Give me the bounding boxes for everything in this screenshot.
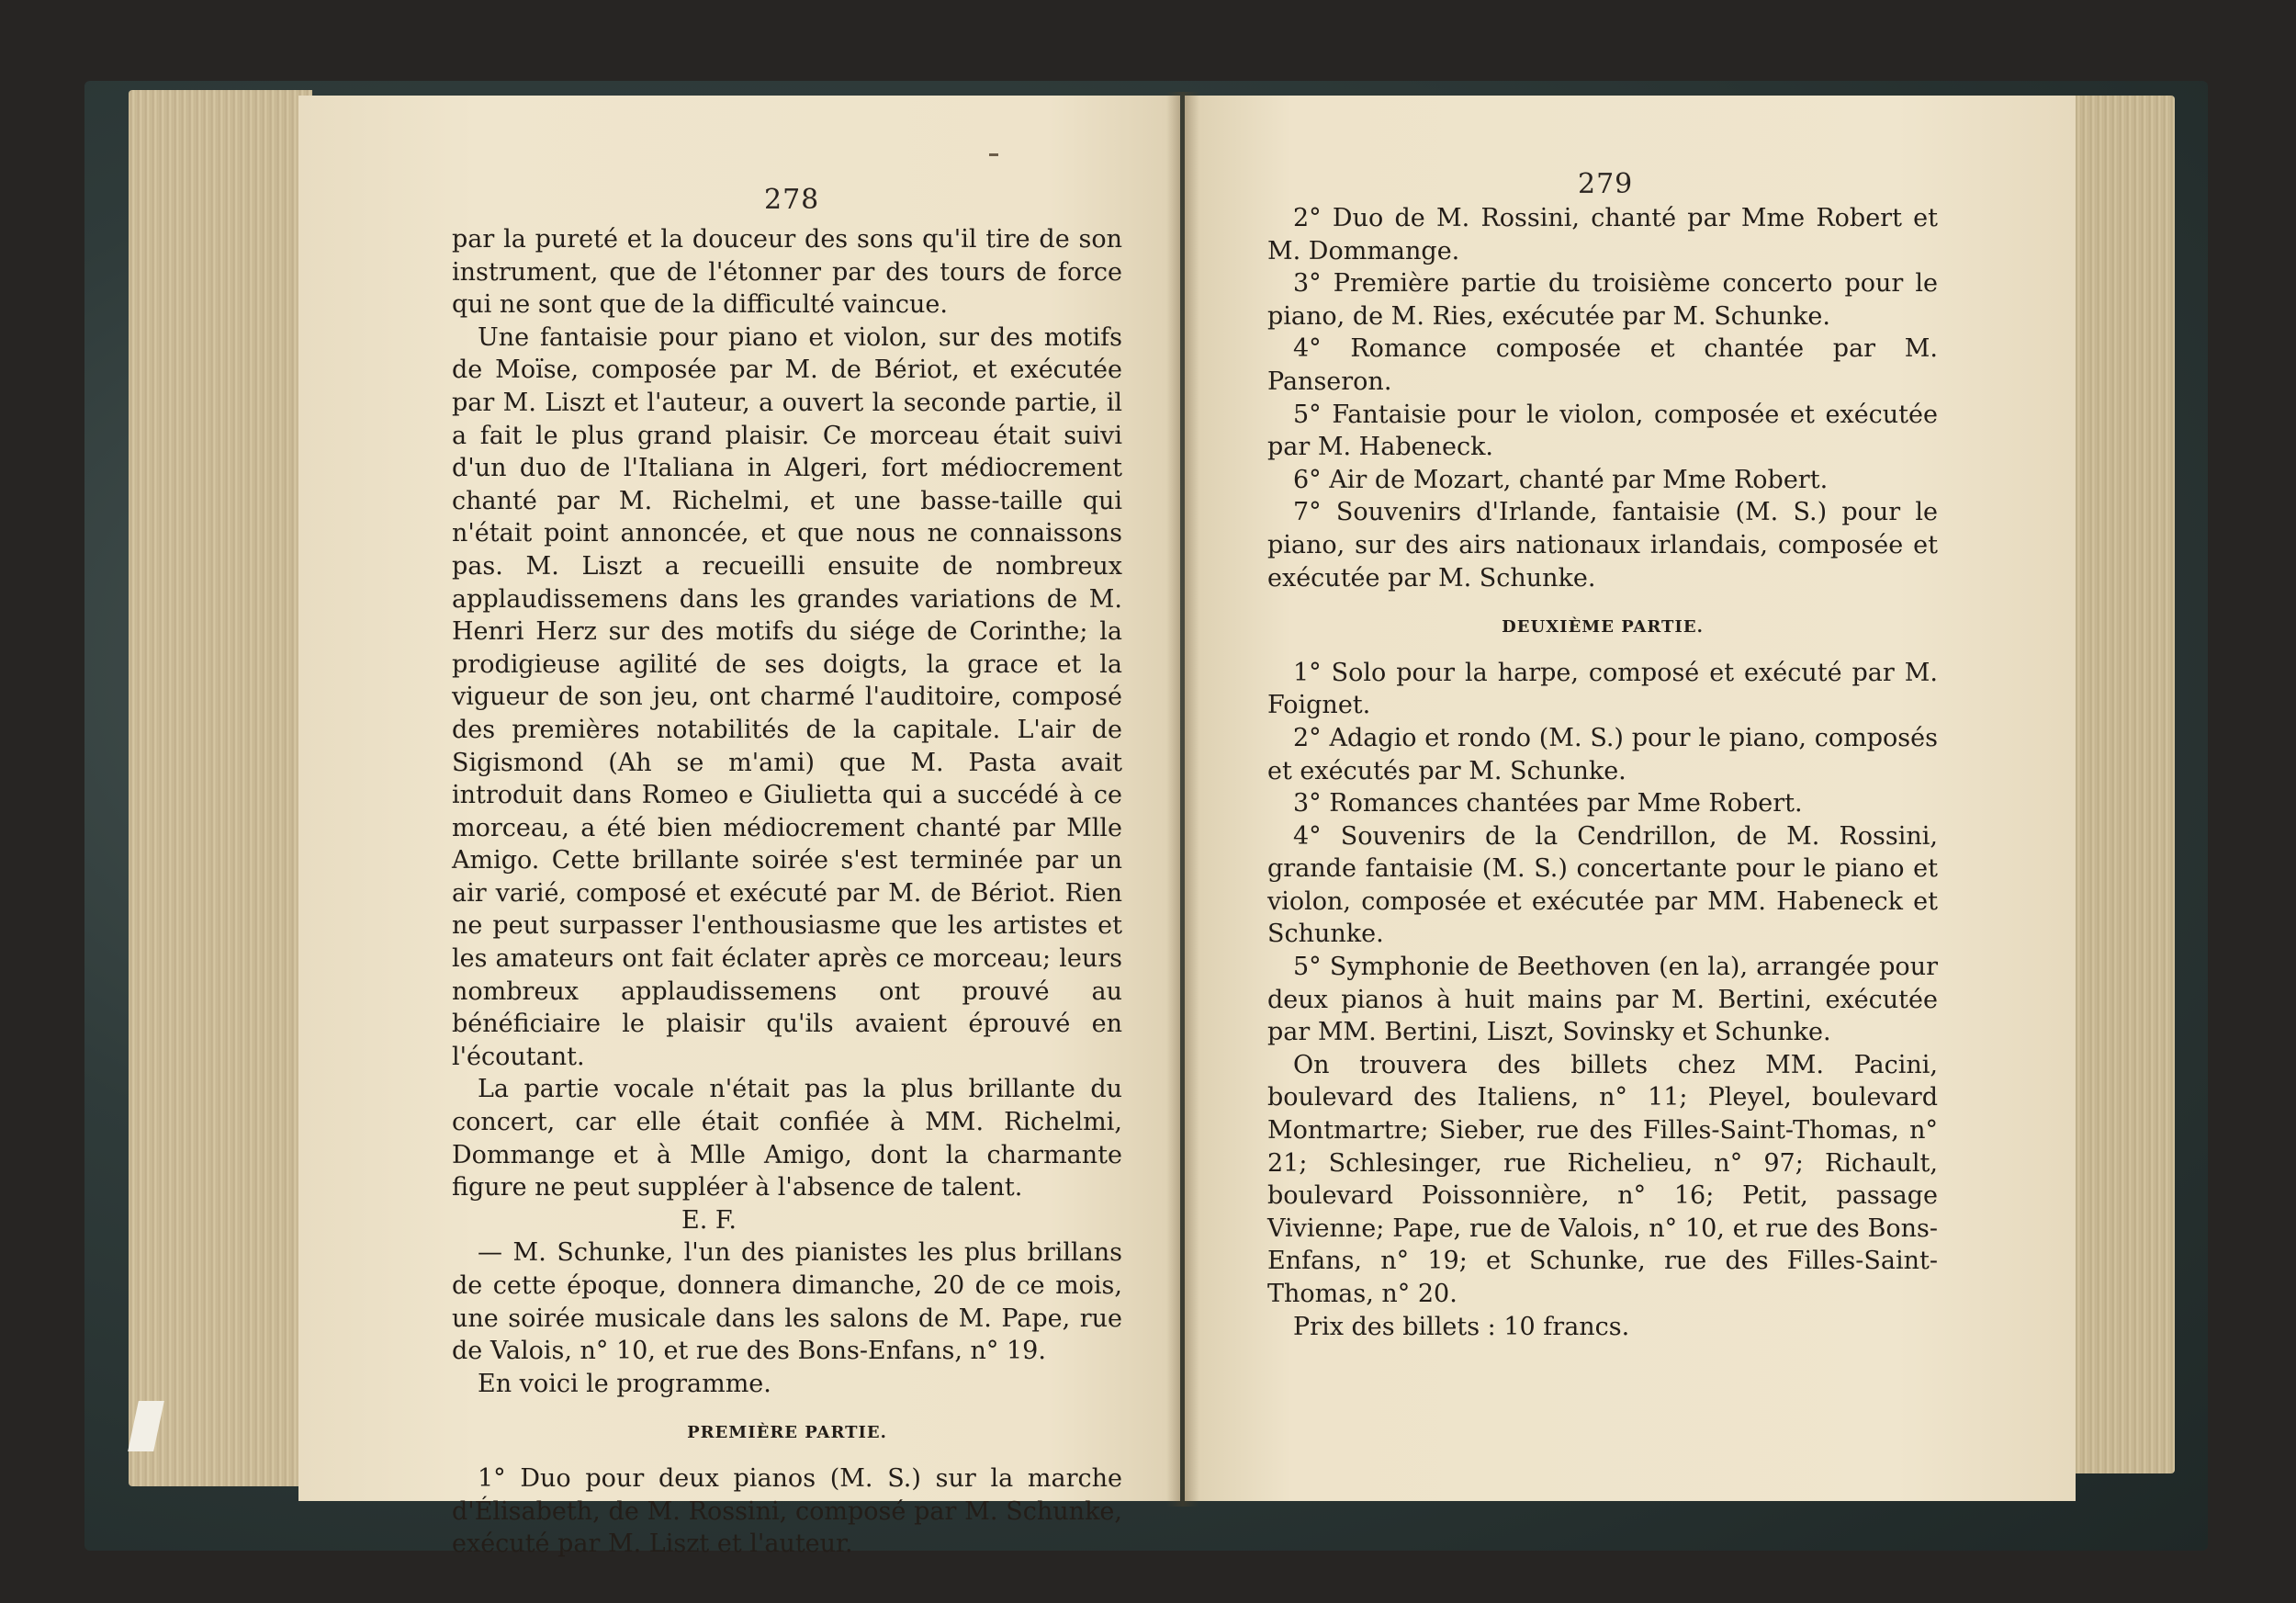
- page-edges-right: [2074, 96, 2175, 1473]
- ink-mark: [989, 153, 998, 156]
- program-item: 2° Adagio et rondo (M. S.) pour le piano, composés et exécutés par M. Schunke.: [1267, 723, 1938, 785]
- page-edges-left: [129, 90, 312, 1486]
- program-item: 3° Romances chantées par Mme Robert.: [1293, 789, 1803, 818]
- program-item: 3° Première partie du troisième concerto pour le piano, de M. Ries, exécutée par M. Schunke.: [1267, 269, 1938, 331]
- page-number-left: 278: [764, 184, 820, 216]
- page-number-right: 279: [1578, 168, 1634, 200]
- right-page-text: [1267, 202, 1938, 1343]
- program-item: 5° Fantaisie pour le violon, composée et exécutée par M. Habeneck.: [1267, 400, 1938, 462]
- program-item: 1° Duo pour deux pianos (M. S.) sur la marche d'Élisabeth, de M. Rossini, composé par M. Schunke, exécuté par M. Liszt et l'auteur.: [452, 1463, 1122, 1559]
- paragraph: Prix des billets : 10 francs.: [1293, 1312, 1630, 1341]
- program-item: 1° Solo pour la harpe, composé et exécuté par M. Foignet.: [1267, 658, 1938, 720]
- paragraph: On trouvera des billets chez MM. Pacini, boulevard des Italiens, n° 11; Pleyel, boulevard Montmartre; Sieber, rue des Filles-Saint-Thomas, n° 21; Schlesinger, rue Richelieu, n° 97; Richault, boulevard Poissonnière, n° 16; Petit, passage Vivienne; Pape, rue de Valois, n° 10, et rue des Bons-Enfans, n° 19; et Schunke, rue des Filles-Saint-Thomas, n° 20.: [1267, 1050, 1938, 1308]
- signature-line: [452, 1204, 1122, 1237]
- program-item: 5° Symphonie de Beethoven (en la), arrangée pour deux pianos à huit mains par M. Bertini, exécutée par MM. Bertini, Liszt, Sovinsky et Schunke.: [1267, 953, 1938, 1047]
- program-item: 6° Air de Mozart, chanté par Mme Robert.: [1293, 465, 1829, 494]
- section-heading: DEUXIÈME PARTIE.: [1502, 617, 1704, 638]
- signature: E. F.: [681, 1205, 737, 1235]
- paragraph: — M. Schunke, l'un des pianistes les plus brillans de cette époque, donnera dimanche, 20 de ce mois, une soirée musicale dans les salons de M. Pape, rue de Valois, n° 10, et rue des Bons-Enfans, n° 19.: [452, 1238, 1122, 1366]
- left-page-text: [452, 223, 1122, 1561]
- program-item: 4° Souvenirs de la Cendrillon, de M. Rossini, grande fantaisie (M. S.) concertante pour le piano et violon, composée et exécutée par MM. Habeneck et Schunke.: [1267, 821, 1938, 949]
- program-item: 4° Romance composée et chantée par M. Panseron.: [1267, 334, 1938, 396]
- paragraph: En voici le programme.: [478, 1369, 771, 1398]
- program-item: 7° Souvenirs d'Irlande, fantaisie (M. S.) pour le piano, sur des airs nationaux irlandais, composée et exécutée par M. Schunke.: [1267, 498, 1938, 593]
- program-item: 2° Duo de M. Rossini, chanté par Mme Robert et M. Dommange.: [1267, 204, 1938, 265]
- book-gutter: [1166, 92, 1199, 1507]
- paragraph: Une fantaisie pour piano et violon, sur des motifs de Moïse, composée par M. de Bériot, et exécutée par M. Liszt et l'auteur, a ouvert la seconde partie, il a fait le plus grand plaisir. Ce morceau était suivi d'un duo de l'Italiana in Algeri, fort médiocrement chanté par M. Richelmi, et une basse-taille qui n'était point annoncée, et que nous ne connaissons pas. M. Liszt a recueilli ensuite de nombreux applaudissemens dans les grandes variations de M. Henri Herz sur des motifs du siége de Corinthe; la prodigieuse agilité de ses doigts, la grace et la vigueur de son jeu, ont charmé l'auditoire, composé des premières notabilités de la capitale. L'air de Sigismond (Ah se m'ami) que M. Pasta avait introduit dans Romeo e Giulietta qui a succédé à ce morceau, a été bien médiocrement chanté par Mlle Amigo. Cette brillante soirée s'est terminée par un air varié, composé et exécuté par M. de Bériot. Rien ne peut surpasser l'enthousiasme que les artistes et les amateurs ont fait éclater après ce morceau; leurs nombreux applaudissemens ont prouvé au bénéficiaire le plaisir qu'ils avaient éprouvé en l'écoutant.: [452, 322, 1122, 1071]
- section-heading: PREMIÈRE PARTIE.: [687, 1423, 887, 1443]
- paragraph: La partie vocale n'était pas la plus brillante du concert, car elle était confiée à MM. Richelmi, Dommange et à Mlle Amigo, dont la charmante figure ne peut suppléer à l'absence de talent.: [452, 1075, 1122, 1202]
- paragraph: par la pureté et la douceur des sons qu'il tire de son instrument, que de l'étonner par des tours de force qui ne sont que de la difficulté vaincue.: [452, 225, 1122, 320]
